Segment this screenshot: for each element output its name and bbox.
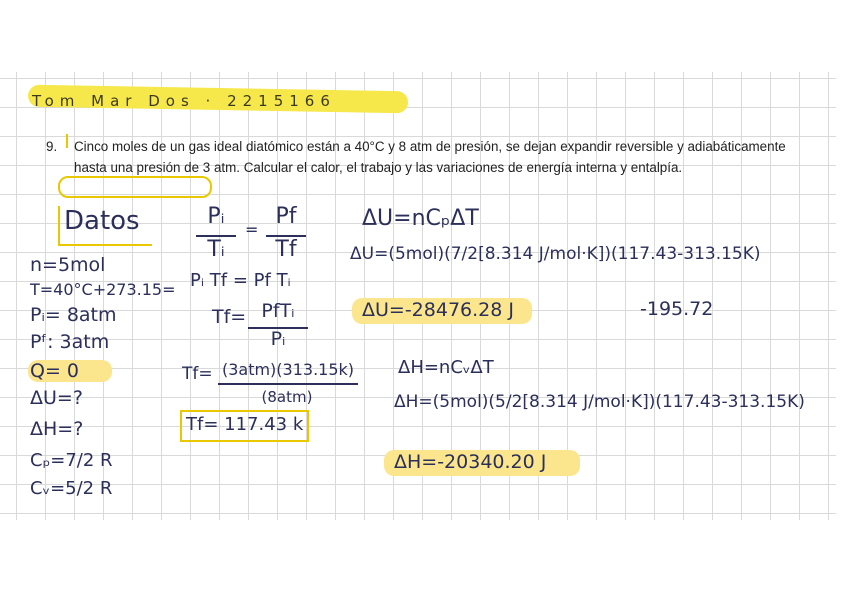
cross-multiply: Pᵢ Tf = Pf Tᵢ: [190, 270, 291, 291]
solve-den: Pᵢ: [270, 328, 286, 350]
tf-result: Tf= 117.43 k: [186, 414, 304, 435]
ratio-right-den: Tf: [275, 237, 297, 262]
datos-q: Q= 0: [30, 360, 80, 382]
circle-annotation: [58, 176, 212, 198]
ratio-left-num: Pᵢ: [207, 204, 225, 229]
sub-lhs: Tf=: [182, 364, 213, 384]
du-substitution: ΔU=(5mol)(7/2[8.314 J/mol·K])(117.43-313.15K): [350, 244, 761, 264]
temperature-difference: -195.72: [640, 298, 714, 320]
datos-pf: Pᶠ: 3atm: [30, 331, 110, 353]
datos-n: n=5mol: [30, 254, 106, 276]
sub-den: (8atm): [261, 388, 313, 406]
datos-du: ΔU=?: [30, 387, 83, 409]
ratio-right-num: Pf: [275, 204, 297, 229]
datos-cv: Cᵥ=5/2 R: [30, 478, 113, 499]
du-result: ΔU=-28476.28 J: [362, 299, 514, 321]
problem-number: 9.: [46, 139, 58, 154]
dh-substitution: ΔH=(5mol)(5/2[8.314 J/mol·K])(117.43-313.15K): [394, 392, 805, 412]
redacted-header-text: Tom Mar Dos · 2215166: [32, 92, 336, 110]
datos-pi: Pᵢ= 8atm: [30, 304, 117, 326]
datos-cp: Cₚ=7/2 R: [30, 450, 113, 471]
datos-temp: T=40°C+273.15=: [30, 280, 176, 299]
sub-num: (3atm)(313.15k): [221, 360, 355, 379]
dh-result: ΔH=-20340.20 J: [394, 451, 547, 473]
bracket-mark: [66, 134, 70, 148]
datos-title: Datos: [64, 206, 140, 236]
solve-lhs: Tf=: [212, 306, 247, 328]
dh-formula: ΔH=nCᵥΔT: [398, 357, 494, 378]
du-formula: ΔU=nCₚΔT: [362, 206, 479, 231]
datos-dh: ΔH=?: [30, 418, 84, 440]
problem-text: Cinco moles de un gas ideal diatómico están a 40°C y 8 atm de presión, se dejan expandir reversible y adiabáticamente hasta una presión de 3 atm. Calcular el calor, el trabajo y las variaciones de energía interna y entalpía.: [74, 139, 786, 175]
sub-bar: [218, 383, 358, 385]
ratio-left-den: Tᵢ: [207, 237, 225, 262]
ratio-equals: =: [245, 220, 259, 239]
solve-num: PfTᵢ: [261, 300, 295, 322]
